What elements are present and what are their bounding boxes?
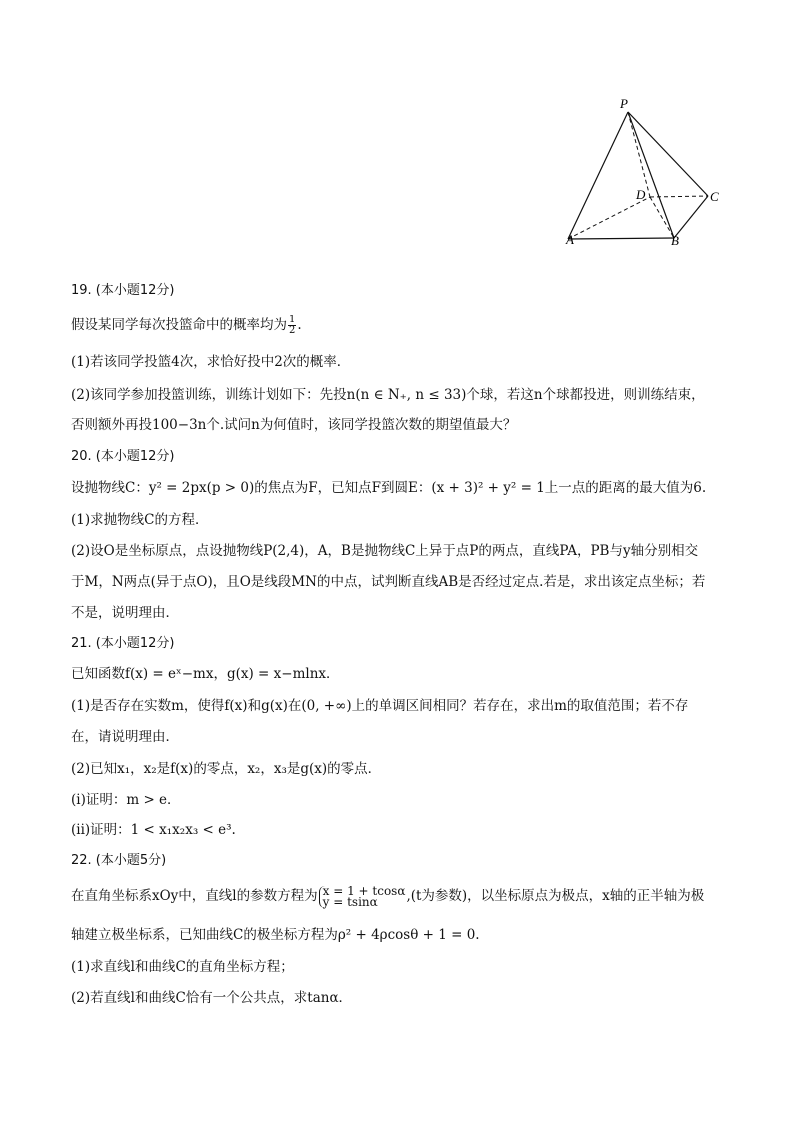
q21-intro: 已知函数f(x) = eˣ−mx，g(x) = x−mlnx．	[71, 666, 340, 682]
q19-intro	[71, 315, 731, 336]
vertex-label-p: P	[620, 96, 628, 111]
edge-ab	[568, 238, 674, 239]
q22-header: 22. (本小题5分)	[71, 853, 167, 868]
q19-part1: (1)若该同学投篮4次，求恰好投中2次的概率．	[71, 354, 351, 370]
vertex-label-a: A	[566, 232, 574, 247]
edge-pd-hidden	[628, 112, 650, 197]
q21-sub1: (i)证明：m > e．	[71, 792, 181, 808]
q22-part2: (2)若直线l和曲线C恰有一个公共点，求tanα．	[71, 990, 353, 1006]
q19-fraction-denominator: 2	[289, 325, 296, 336]
q22-parametric-system	[319, 883, 406, 909]
edge-pc	[628, 112, 708, 196]
pyramid-figure	[560, 92, 730, 252]
vertex-label-d: D	[636, 187, 646, 202]
q22-intro-line2: 轴建立极坐标系，已知曲线C的极坐标方程为ρ² + 4ρcosθ + 1 = 0.	[71, 927, 480, 943]
pyramid-diagram	[560, 92, 730, 252]
q20-part2-line2: 于M，N两点(异于点O)，且O是线段MN的中点，试判断直线AB是否经过定点.若是，求出该定点坐标；若	[71, 574, 706, 590]
vertex-label-c: C	[710, 189, 719, 204]
q22-equation-bottom: y = tsinα	[322, 894, 378, 909]
edge-bc	[674, 196, 708, 238]
q19-fraction-numerator: 1	[289, 315, 296, 325]
q19-probability-fraction	[288, 315, 296, 336]
q19-part2-line1: (2)该同学参加投篮训练，训练计划如下：先投n(n ∈ N₊, n ≤ 33)个球，若这n个球都投进，则训练结束，	[71, 387, 705, 403]
q20-part2-line1: (2)设O是坐标原点，点设抛物线P(2,4)，A，B是抛物线C上异于点P的两点，直线PA，PB与y轴分别相交	[71, 543, 699, 559]
edge-pb	[628, 112, 674, 238]
q21-header: 21. (本小题12分)	[71, 636, 175, 651]
q21-part1-line1: (1)是否存在实数m，使得f(x)和g(x)在(0, +∞)上的单调区间相同？若存在，求出m的取值范围；若不存	[71, 698, 689, 714]
q20-part2-line3: 不是，说明理由．	[71, 605, 179, 621]
vertex-label-b: B	[671, 233, 679, 248]
q21-part2: (2)已知x₁，x₂是f(x)的零点，x₂，x₃是g(x)的零点．	[71, 761, 382, 777]
edge-ad-hidden	[568, 197, 650, 239]
q20-intro: 设抛物线C：y² = 2px(p > 0)的焦点为F，已知点F到圆E：(x + 3)² + y² = 1上一点的距离的最大值为6.	[71, 480, 707, 496]
edge-db-hidden	[650, 197, 674, 238]
q22-intro	[71, 883, 731, 909]
q22-part1: (1)求直线l和曲线C的直角坐标方程；	[71, 959, 294, 975]
edge-pa	[568, 112, 628, 239]
q22-intro-text: 在直角坐标系xOy中，直线l的参数方程为	[71, 888, 318, 904]
q22-intro-end: ,(t为参数)，以坐标原点为极点，x轴的正半轴为极	[406, 888, 705, 904]
q21-part1-line2: 在，请说明理由．	[71, 729, 179, 745]
q20-part1: (1)求抛物线C的方程．	[71, 512, 209, 528]
q19-intro-end: .	[297, 317, 302, 333]
q19-part2-line2: 否则额外再投100−3n个.试问n为何值时，该同学投篮次数的期望值最大？	[71, 417, 517, 433]
q19-intro-text: 假设某同学每次投篮命中的概率均为	[71, 317, 287, 333]
q19-header: 19. (本小题12分)	[71, 283, 175, 298]
q21-sub2: (ii)证明：1 < x₁x₂x₃ < e³.	[71, 822, 236, 838]
q22-equation-top: x = 1 + tcosα	[322, 883, 406, 898]
q20-header: 20. (本小题12分)	[71, 449, 175, 464]
